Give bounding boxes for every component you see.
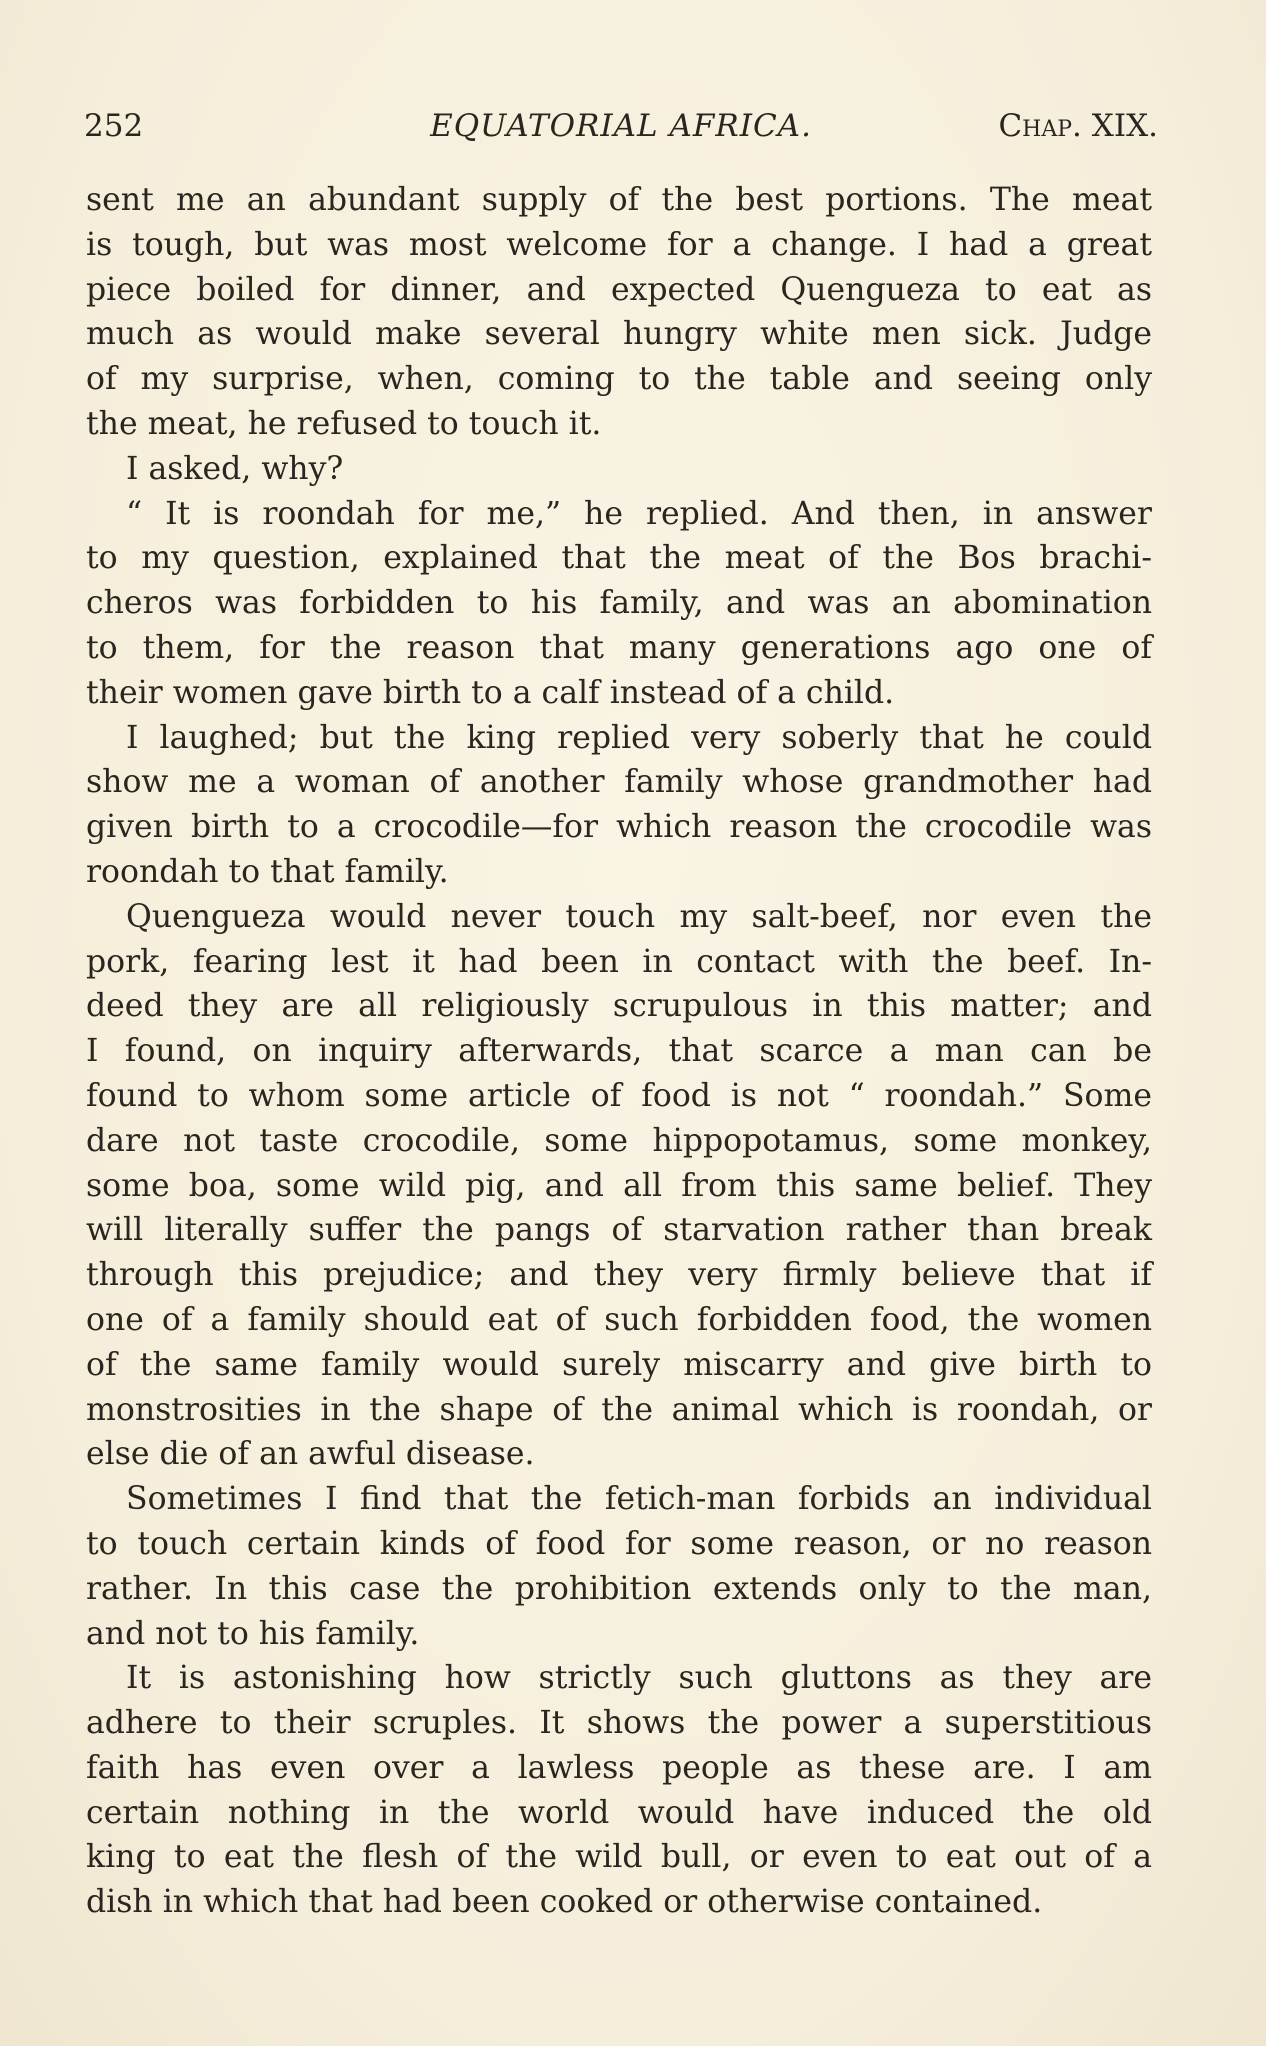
text-line: It is astonishing how strictly such gluttons as they are [126, 1660, 1152, 1697]
text-line: to my question, explained that the meat of the Bos brachi- [86, 540, 1152, 577]
paragraph [86, 716, 1152, 895]
text-line: much as would make several hungry white men sick. Judge [86, 316, 1152, 353]
text-line: to them, for the reason that many generations ago one of [86, 629, 1152, 666]
text-line: else die of an awful disease. [86, 1436, 535, 1473]
text-line: pork, fearing lest it had been in contact with the beef. In- [86, 943, 1152, 980]
text-line: the meat, he refused to touch it. [86, 405, 602, 442]
text-line: one of a family should eat of such forbidden food, the women [86, 1301, 1152, 1338]
text-line: and not to his family. [86, 1615, 420, 1652]
text-line: certain nothing in the world would have induced the old [86, 1794, 1152, 1831]
text-line: of the same family would surely miscarry and give birth to [86, 1346, 1152, 1383]
text-line: sent me an abundant supply of the best portions. The meat [86, 182, 1152, 218]
text-line: show me a woman of another family whose grandmother had [86, 764, 1152, 801]
text-line: faith has even over a lawless people as these are. I am [86, 1749, 1152, 1786]
paragraph [86, 447, 1152, 492]
text-line: I laughed; but the king replied very soberly that he could [126, 719, 1152, 756]
text-line: piece boiled for dinner, and expected Quengueza to eat as [86, 271, 1152, 308]
text-line: cheros was forbidden to his family, and was an abomination [86, 585, 1152, 622]
text-line: dish in which that had been cooked or otherwise contained. [86, 1884, 1043, 1921]
paragraph [86, 178, 1152, 447]
paragraph [86, 895, 1152, 1477]
text-line: Sometimes I find that the fetich-man forbids an individual [126, 1481, 1152, 1518]
text-line: adhere to their scruples. It shows the power a superstitious [86, 1705, 1152, 1742]
text-line: is tough, but was most welcome for a change. I had a great [86, 226, 1152, 263]
text-line: Quengueza would never touch my salt-beef, nor even the [126, 898, 1152, 935]
running-title: EQUATORIAL AFRICA. [430, 108, 812, 144]
text-line: I asked, why? [126, 450, 344, 487]
paragraph [86, 492, 1152, 716]
text-line: will literally suffer the pangs of starvation rather than break [86, 1212, 1152, 1249]
paragraph [86, 1656, 1152, 1925]
paragraph [86, 1477, 1152, 1656]
text-line: I found, on inquiry afterwards, that scarce a man can be [86, 1033, 1152, 1070]
text-line: through this prejudice; and they very firmly believe that if [86, 1257, 1152, 1294]
chapter-label: Chap. XIX. [998, 108, 1158, 144]
text-line: given birth to a crocodile—for which reason the crocodile was [86, 809, 1152, 846]
text-line: roondah to that family. [86, 853, 449, 890]
text-line: deed they are all religiously scrupulous in this matter; and [86, 988, 1152, 1025]
page-number: 252 [84, 108, 144, 144]
text-line: “ It is roondah for me,” he replied. And then, in answer [126, 495, 1152, 532]
text-line: of my surprise, when, coming to the table and seeing only [86, 361, 1152, 398]
text-line: dare not taste crocodile, some hippopotamus, some monkey, [86, 1122, 1152, 1159]
text-line: to touch certain kinds of food for some reason, or no reason [86, 1525, 1152, 1562]
text-line: their women gave birth to a calf instead of a child. [86, 674, 895, 711]
running-header [84, 106, 1158, 146]
text-line: found to whom some article of food is not “ roondah.” Some [86, 1077, 1152, 1114]
text-line: some boa, some wild pig, and all from this same belief. They [86, 1167, 1152, 1204]
text-line: rather. In this case the prohibition extends only to the man, [86, 1570, 1152, 1607]
body-text [86, 178, 1152, 1925]
text-line: king to eat the flesh of the wild bull, or even to eat out of a [86, 1839, 1152, 1876]
text-line: monstrosities in the shape of the animal which is roondah, or [86, 1391, 1152, 1428]
